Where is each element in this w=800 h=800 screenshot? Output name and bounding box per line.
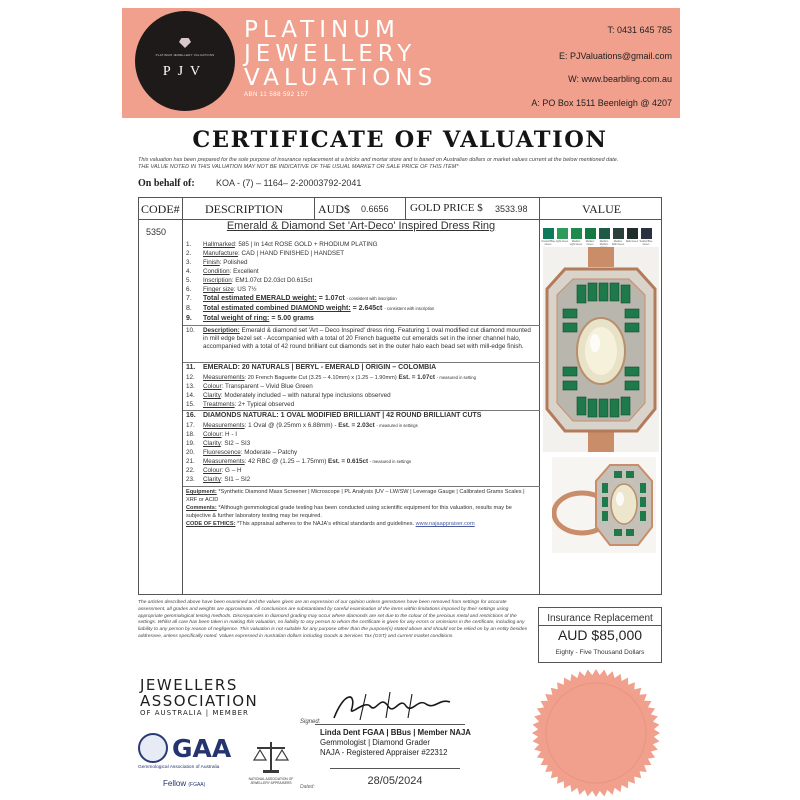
item-line-12: 12. Measurements: 20 French Baguette Cut (3.25 – 4.10mm) x (1.25 – 1.90mm) Est. = 1.07ct - measured in setting [186,374,476,381]
item-line-16: 16. DIAMONDS NATURAL: 1 OVAL MODIFIED BRILLIANT | 42 ROUND BRILLIANT CUTS [186,412,482,419]
item-line-8: 8. Total estimated combined DIAMOND weight: = 2.645ct - consistent with inscription [186,305,435,312]
item-line-13: 13. Colour: Transparent – Vivid Blue Green [186,383,313,390]
naja-scales-icon [252,738,290,776]
row-divider-10 [183,325,540,326]
swatch-label: Dark Green [625,240,639,243]
emerald-swatch [571,228,582,239]
head-description: DESCRIPTION [205,202,284,216]
item-title: Emerald & Diamond Set 'Art-Deco' Inspired Dress Ring [226,220,496,232]
item-line-9: 9. Total weight of ring: = 5.00 grams [186,315,314,322]
item-line-4: 4. Condition: Excellent [186,268,259,275]
ja-line-2: ASSOCIATION [140,692,259,710]
contact-address: A: PO Box 1511 Beenleigh @ 4207 [531,98,672,108]
behalf-value: KOA - (7) – 1164– 2-20003792-2041 [216,178,362,188]
gaa-logo-text: GAA [172,734,232,763]
item-line-14: 14. Clarity: Moderately included – with natural type inclusions observed [186,392,391,399]
brand-line-1: PLATINUM [244,17,400,43]
desc-column-divider [314,197,315,220]
item-line-11: 11. EMERALD: 20 NATURALS | BERYL - EMERALD | ORIGIN – COLOMBIA [186,364,437,371]
emerald-swatch [613,228,624,239]
ring-front-photo [543,247,659,452]
emerald-swatch [599,228,610,239]
pjv-logo [135,11,235,111]
dated-label: Dated: [300,784,315,790]
date-line [330,768,460,769]
swatch-label: Medium Medium [599,240,609,246]
gaa-subtitle: Gemmological Association of Australia [138,765,220,770]
aud-rate: 0.6656 [361,204,389,214]
item-line-6: 6. Finger size: US 7½ [186,286,257,293]
behalf-label: On behalf of: [138,178,195,189]
item-line-17: 17. Measurements: 1 Oval @ (9.25mm x 6.88mm) - Est. = 2.03ct - measured in settings [186,422,418,429]
aud-column-divider [405,197,406,220]
item-line-7: 7. Total estimated EMERALD weight: = 1.07ct - consistent with inscription [186,295,397,302]
item-line-23: 23. Clarity: SI1 – SI2 [186,476,251,483]
signer-registration: NAJA - Registered Appraiser #22312 [320,748,448,757]
logo-monogram: PJV [162,64,208,79]
embossed-seal [531,668,661,798]
item-line-18: 18. Colour: H - I [186,431,237,438]
abn-number: ABN 11 588 592 157 [244,92,309,98]
item-line-3: 3. Finish: Polished [186,259,248,266]
comments-note: Comments: *Although gemmological grade testing has been conducted using scientific equipment for this valuation, results may be subjective & further laboratory testing may be required. [186,505,512,519]
emerald-swatch [543,228,554,239]
swatch-label: Medium Green [585,240,595,246]
signer-role: Gemmologist | Diamond Grader [320,738,430,747]
disclaimer-line-1: This valuation has been prepared for the sole purpose of insurance replacement at a bricks and mortar store and is based on Australian dollars or market values current at the below mentioned date. [138,157,619,163]
swatch-label: Medium Dark Green [611,240,625,246]
fellow-label: Fellow (FGAA) [163,779,206,788]
row-divider-16 [183,410,540,411]
signed-label: Signed: [300,719,321,725]
ethics-note: CODE OF ETHICS: *This appraisal adheres to the NAJA's ethical standards and guidelines. www.najaappraiser.com [186,521,475,527]
item-line-20: 20. Fluorescence: Moderate – Patchy [186,449,298,456]
emerald-swatch [627,228,638,239]
swatch-label: Light Green [555,240,569,243]
emerald-swatch [557,228,568,239]
item-line-2: 2. Manufacture: CAD | HAND FINISHED | HANDSET [186,250,345,257]
swatch-label: Medium Light Green [569,240,583,246]
naja-website-link[interactable]: www.najaappraiser.com [415,521,475,527]
logo-subtext: PLATINUM JEWELLERY VALUATIONS [155,53,215,57]
head-aud: AUD$ [318,202,350,216]
legal-footnote: The articles described above have been examined and the values given are an expression of our opinion unless gemstones have been removed from settings for accurate assessment, all grades and weights are approximate. All conclusions are substantiated by careful examination of the items within limitations imposed by their settings using appropriate gemmological testing methods. Discrepancies in diamond grading may occur where diamonds are set due to the colour of the precious metal and restrictions of the settings. Whilst all care has been taken in making this valuation, no liability to any person to whom the certificate is given for any errors or omissions in the certificate, including any liability to any person by reason of negligence. This valuation is not suitable for any purpose other than the purpose(s) stated above and should not be relied on by an entity besides addressee, unless specifically noted. Values expressed in Australian dollars including Goods & Services Tax (GST) and current market conditions. [138,600,528,639]
item-line-1: 1. Hallmarked: 585 | In 14ct ROSE GOLD + RHODIUM PLATING [186,241,378,248]
insurance-divider [538,625,662,626]
code-column-divider [182,197,183,595]
brand-line-3: VALUATIONS [244,65,438,91]
item-line-10-number: 10. [186,327,195,334]
ring-side-photo [552,457,656,553]
gold-price-value: 3533.98 [495,204,528,214]
ja-line-1: JEWELLERS [140,676,238,694]
signature-scribble [330,688,455,724]
head-gold-price: GOLD PRICE $ [410,202,483,214]
row-divider-notes [183,486,540,487]
ja-line-3: OF AUSTRALIA | MEMBER [140,709,249,717]
item-line-15: 15. Treatments: 2+ Typical observed [186,401,295,408]
brand-line-2: JEWELLERY [244,41,417,67]
emerald-swatch [641,228,652,239]
item-line-5: 5. Inscription: EM1.07ct D2.03ct D0.615ct [186,277,313,284]
emerald-swatch [585,228,596,239]
swatch-label: Scarlet Blue Green [639,240,653,246]
insurance-label: Insurance Replacement [547,613,653,624]
swatch-label: Yourself Blue Green [541,240,555,246]
insurance-value: AUD $85,000 [557,627,643,643]
naja-subtitle: NATIONAL ASSOCIATION OF JEWELLERY APPRAISERS [248,777,294,785]
equipment-note: Equipment: *Synthetic Diamond Mass Screener | Microscope | PL Analysis |UV – LW/SW | Leverage Gauge | Calibrated Grams Scales | XRF or ACID [186,489,525,503]
head-value: VALUE [582,202,622,216]
item-description: Description: Emerald & diamond set 'Art – Deco Inspired' dress ring. Featuring 1 oval modified cut diamond mounted in mill edge bezel set - Accompanied with a total of 20 French baguette cut emeralds set in the inner channel halo, accompanied with a total of 42 round brilliant cut diamonds set in the outer halo each bead set with mill-edge finish. [203,327,531,351]
disclaimer-line-2: THE VALUE NOTED IN THIS VALUATION MAY NOT BE INDICATIVE OF THE USUAL MARKET OR SALE PRICE OF THIS ITEM* [138,164,459,170]
contact-phone: T: 0431 645 785 [607,25,672,35]
insurance-value-words: Eighty - Five Thousand Dollars [555,649,645,656]
certificate-title: CERTIFICATE OF VALUATION [192,127,608,153]
contact-email: E: PJValuations@gmail.com [558,51,672,61]
contact-website: W: www.bearbling.com.au [568,74,672,84]
item-line-21: 21. Measurements: 42 RBC @ (1.25 – 1.75mm) Est. = 0.615ct - measured in settings [186,458,412,465]
value-column-divider [539,197,540,595]
signer-name: Linda Dent FGAA | BBus | Member NAJA [320,728,471,737]
gaa-globe-icon [138,733,168,763]
signature-line [315,724,465,725]
item-line-22: 22. Colour: G – H [186,467,242,474]
row-divider-11 [183,362,540,363]
valuation-date: 28/05/2024 [367,775,423,787]
item-code: 5350 [146,227,167,237]
item-line-19: 19. Clarity: SI2 – SI3 [186,440,251,447]
head-code: CODE# [141,202,180,216]
